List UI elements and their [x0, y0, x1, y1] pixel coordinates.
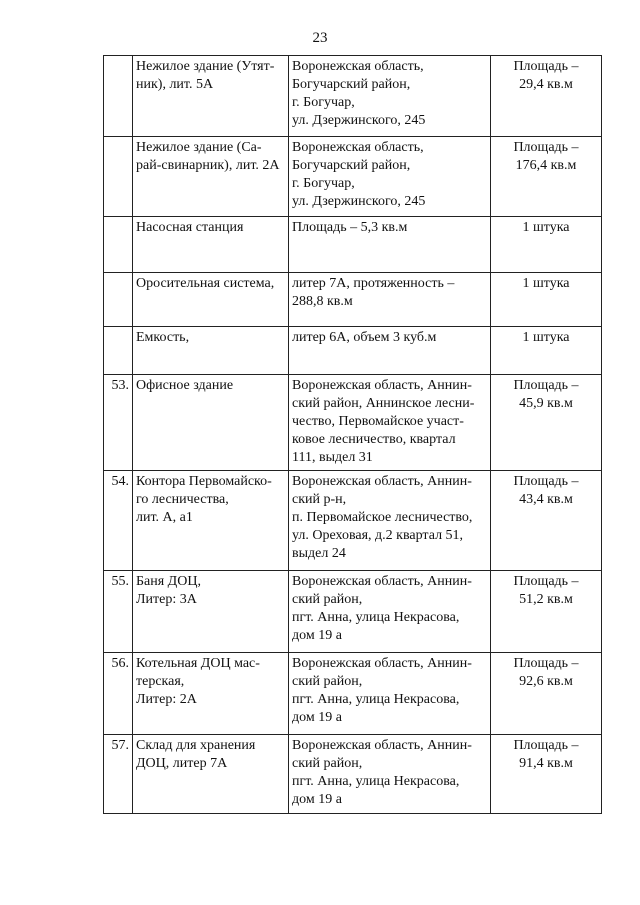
row-number: 54. — [104, 471, 133, 571]
row-number: 57. — [104, 735, 133, 814]
object-name: Емкость, — [133, 327, 289, 375]
object-address: Площадь – 5,3 кв.м — [289, 217, 491, 273]
row-number — [104, 217, 133, 273]
row-number: 56. — [104, 653, 133, 735]
object-address: Воронежская область, Аннин- ский район, пгт. Анна, улица Некрасова, дом 19 а — [289, 653, 491, 735]
row-number — [104, 56, 133, 137]
object-address: Воронежская область, Аннин- ский р-н, п. Первомайское лесничество, ул. Ореховая, д.2 квартал 51, выдел 24 — [289, 471, 491, 571]
table-row — [104, 56, 602, 137]
row-number: 55. — [104, 571, 133, 653]
object-name: Склад для хранения ДОЦ, литер 7А — [133, 735, 289, 814]
object-characteristic: Площадь – 51,2 кв.м — [491, 571, 602, 653]
object-characteristic: Площадь – 43,4 кв.м — [491, 471, 602, 571]
table-row — [104, 653, 602, 735]
object-name: Офисное здание — [133, 375, 289, 471]
row-number — [104, 137, 133, 217]
object-address: литер 6А, объем 3 куб.м — [289, 327, 491, 375]
object-address: Воронежская область, Аннин- ский район, пгт. Анна, улица Некрасова, дом 19 а — [289, 571, 491, 653]
table-row — [104, 273, 602, 327]
row-number: 53. — [104, 375, 133, 471]
object-name: Нежилое здание (Са- рай-свинарник), лит. 2А — [133, 137, 289, 217]
object-name: Оросительная система, — [133, 273, 289, 327]
property-table — [103, 55, 602, 814]
table-row — [104, 137, 602, 217]
page-number: 23 — [312, 30, 328, 46]
object-characteristic: Площадь – 91,4 кв.м — [491, 735, 602, 814]
object-characteristic: Площадь – 176,4 кв.м — [491, 137, 602, 217]
table-row — [104, 571, 602, 653]
object-characteristic: 1 штука — [491, 327, 602, 375]
row-number — [104, 273, 133, 327]
object-characteristic: 1 штука — [491, 217, 602, 273]
object-name: Нежилое здание (Утят- ник), лит. 5А — [133, 56, 289, 137]
object-name: Котельная ДОЦ мас- терская, Литер: 2А — [133, 653, 289, 735]
object-name: Насосная станция — [133, 217, 289, 273]
object-address: Воронежская область, Аннин- ский район, пгт. Анна, улица Некрасова, дом 19 а — [289, 735, 491, 814]
object-name: Контора Первомайско- го лесничества, лит. А, а1 — [133, 471, 289, 571]
object-address: Воронежская область, Аннин- ский район, Аннинское лесни- чество, Первомайское участ- ковое лесничество, квартал 111, выдел 31 — [289, 375, 491, 471]
object-address: Воронежская область, Богучарский район, г. Богучар, ул. Дзержинского, 245 — [289, 137, 491, 217]
row-number — [104, 327, 133, 375]
table-row — [104, 327, 602, 375]
table-row — [104, 471, 602, 571]
table-row — [104, 375, 602, 471]
object-characteristic: Площадь – 29,4 кв.м — [491, 56, 602, 137]
object-name: Баня ДОЦ, Литер: 3А — [133, 571, 289, 653]
object-characteristic: Площадь – 92,6 кв.м — [491, 653, 602, 735]
object-characteristic: Площадь – 45,9 кв.м — [491, 375, 602, 471]
object-address: Воронежская область, Богучарский район, г. Богучар, ул. Дзержинского, 245 — [289, 56, 491, 137]
table-row — [104, 735, 602, 814]
object-address: литер 7А, протяженность – 288,8 кв.м — [289, 273, 491, 327]
table-row — [104, 217, 602, 273]
object-characteristic: 1 штука — [491, 273, 602, 327]
